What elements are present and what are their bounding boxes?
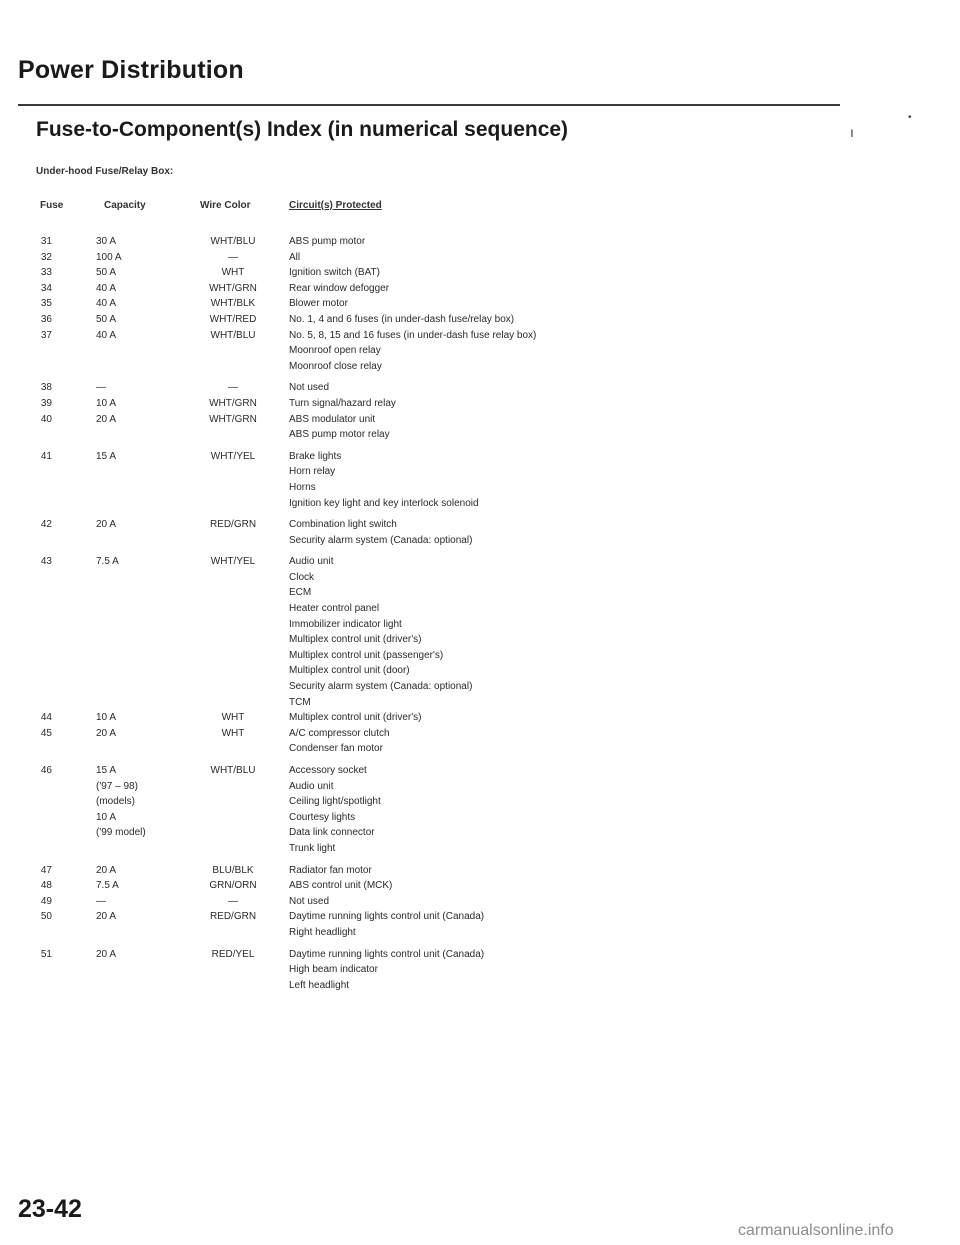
circuit-item: A/C compressor clutch bbox=[289, 727, 390, 739]
capacity-line: ('99 model) bbox=[96, 827, 146, 839]
wire-color: — bbox=[228, 382, 238, 394]
fuse-number: 36 bbox=[40, 313, 52, 325]
fuse-number: 43 bbox=[40, 556, 52, 568]
circuits-protected bbox=[289, 250, 960, 266]
fuse-capacity bbox=[96, 396, 166, 412]
circuits-protected bbox=[289, 517, 960, 548]
margin-mark: • bbox=[908, 112, 912, 123]
table-row bbox=[0, 281, 960, 297]
capacity-line: — bbox=[96, 382, 106, 394]
capacity-line: 10 A bbox=[96, 712, 117, 724]
fuse-capacity bbox=[96, 265, 166, 281]
wire-color: — bbox=[228, 251, 238, 263]
circuits-protected bbox=[289, 863, 960, 879]
circuits-protected bbox=[289, 710, 960, 726]
fuse-capacity bbox=[96, 328, 166, 344]
circuit-item: No. 5, 8, 15 and 16 fuses (in under-dash fuse relay box) bbox=[289, 329, 537, 341]
fuse-table bbox=[0, 234, 960, 993]
circuit-item: Blower motor bbox=[289, 298, 348, 310]
table-row bbox=[0, 265, 960, 281]
fuse-number: 37 bbox=[40, 329, 52, 341]
circuit-item: Combination light switch bbox=[289, 519, 397, 531]
capacity-line: — bbox=[96, 895, 106, 907]
fuse-capacity bbox=[96, 250, 166, 266]
circuits-protected bbox=[289, 281, 960, 297]
wire-color: RED/GRN bbox=[209, 519, 257, 531]
circuit-item: Multiplex control unit (driver's) bbox=[289, 712, 422, 724]
circuit-item: Accessory socket bbox=[289, 765, 367, 776]
capacity-line: 20 A bbox=[96, 911, 117, 923]
wire-color: RED/YEL bbox=[211, 948, 255, 960]
circuits-protected bbox=[289, 265, 960, 281]
circuits-protected bbox=[289, 380, 960, 396]
fuse-number: 32 bbox=[40, 251, 52, 263]
circuit-item: Left headlight bbox=[289, 979, 350, 991]
fuse-capacity bbox=[96, 380, 166, 396]
capacity-line: 30 A bbox=[96, 236, 117, 247]
table-row bbox=[0, 517, 960, 548]
table-row bbox=[0, 863, 960, 879]
capacity-line: 50 A bbox=[96, 267, 117, 279]
wire-color: WHT/GRN bbox=[209, 282, 257, 294]
fuse-capacity bbox=[96, 947, 166, 963]
fuse-capacity bbox=[96, 554, 166, 570]
fuse-capacity bbox=[96, 878, 166, 894]
circuits-protected bbox=[289, 763, 960, 857]
capacity-line: 15 A bbox=[96, 450, 117, 462]
circuit-item: Clock bbox=[289, 571, 315, 583]
header-fuse: Fuse bbox=[40, 200, 64, 211]
capacity-line: 20 A bbox=[96, 948, 117, 960]
circuit-item: ABS modulator unit bbox=[289, 413, 376, 425]
table-row bbox=[0, 726, 960, 757]
circuits-protected bbox=[289, 234, 960, 250]
capacity-line: (models) bbox=[96, 796, 135, 808]
circuit-item: Not used bbox=[289, 895, 330, 907]
circuit-item: Rear window defogger bbox=[289, 282, 390, 294]
wire-color: WHT/YEL bbox=[210, 450, 256, 462]
fuse-number: 31 bbox=[40, 236, 52, 247]
fuse-capacity bbox=[96, 763, 166, 841]
capacity-line: 40 A bbox=[96, 298, 117, 310]
fuse-capacity bbox=[96, 449, 166, 465]
fuse-capacity bbox=[96, 710, 166, 726]
capacity-line: 40 A bbox=[96, 282, 117, 294]
wire-color: WHT/BLU bbox=[210, 765, 256, 776]
section-title: Fuse-to-Component(s) Index (in numerical sequence) bbox=[36, 118, 569, 141]
wire-color: RED/GRN bbox=[209, 911, 257, 923]
circuit-item: Horns bbox=[289, 481, 316, 493]
circuit-item: Ignition key light and key interlock solenoid bbox=[289, 497, 479, 509]
circuit-item: All bbox=[289, 251, 301, 263]
wire-color: WHT/BLU bbox=[210, 329, 256, 341]
watermark: carmanualsonline.info bbox=[738, 1222, 894, 1239]
wire-color: WHT/BLU bbox=[210, 236, 256, 247]
fuse-capacity bbox=[96, 234, 166, 250]
fuse-number: 39 bbox=[40, 397, 52, 409]
circuits-protected bbox=[289, 878, 960, 894]
table-row bbox=[0, 909, 960, 940]
capacity-line: 100 A bbox=[96, 251, 122, 263]
fuse-number: 46 bbox=[40, 765, 52, 776]
circuit-item: Multiplex control unit (driver's) bbox=[289, 634, 422, 646]
circuit-item: ABS pump motor relay bbox=[289, 429, 390, 441]
circuit-item: Data link connector bbox=[289, 827, 375, 839]
capacity-line: 20 A bbox=[96, 413, 117, 425]
table-row bbox=[0, 554, 960, 710]
circuits-protected bbox=[289, 894, 960, 910]
wire-color: GRN/ORN bbox=[209, 880, 257, 892]
table-row bbox=[0, 234, 960, 250]
table-row bbox=[0, 296, 960, 312]
circuit-item: Immobilizer indicator light bbox=[289, 618, 402, 630]
capacity-line: 50 A bbox=[96, 313, 117, 325]
capacity-line: 10 A bbox=[96, 397, 117, 409]
fuse-capacity bbox=[96, 412, 166, 428]
circuits-protected bbox=[289, 412, 960, 443]
circuit-item: Ignition switch (BAT) bbox=[289, 267, 380, 279]
fuse-capacity bbox=[96, 894, 166, 910]
circuits-protected bbox=[289, 449, 960, 511]
fuse-number: 48 bbox=[40, 880, 52, 892]
circuit-item: Multiplex control unit (passenger's) bbox=[289, 649, 444, 661]
fuse-number: 44 bbox=[40, 712, 52, 724]
fuse-number: 47 bbox=[40, 864, 52, 876]
circuits-protected bbox=[289, 947, 960, 994]
circuit-item: Moonroof close relay bbox=[289, 360, 382, 372]
circuit-item: Condenser fan motor bbox=[289, 743, 383, 755]
circuits-protected bbox=[289, 396, 960, 412]
circuits-protected bbox=[289, 312, 960, 328]
wire-color: — bbox=[228, 895, 238, 907]
circuit-item: Radiator fan motor bbox=[289, 864, 372, 876]
capacity-line: 20 A bbox=[96, 727, 117, 739]
header-capacity: Capacity bbox=[104, 200, 146, 211]
capacity-line: 40 A bbox=[96, 329, 117, 341]
table-row bbox=[0, 380, 960, 396]
wire-color: WHT/GRN bbox=[209, 413, 257, 425]
wire-color: WHT/RED bbox=[209, 313, 257, 325]
wire-color: WHT bbox=[221, 267, 245, 279]
fuse-capacity bbox=[96, 517, 166, 533]
fuse-capacity bbox=[96, 726, 166, 742]
circuit-item: Turn signal/hazard relay bbox=[289, 397, 396, 409]
fuse-capacity bbox=[96, 909, 166, 925]
circuit-item: Daytime running lights control unit (Canada) bbox=[289, 911, 485, 923]
capacity-line: 20 A bbox=[96, 519, 117, 531]
capacity-line: 7.5 A bbox=[96, 556, 119, 568]
fuse-capacity bbox=[96, 863, 166, 879]
circuits-protected bbox=[289, 296, 960, 312]
circuits-protected bbox=[289, 909, 960, 940]
page-number: 23-42 bbox=[18, 1195, 82, 1223]
fuse-number: 40 bbox=[40, 413, 52, 425]
fuse-number: 50 bbox=[40, 911, 52, 923]
fuse-capacity bbox=[96, 312, 166, 328]
fuse-number: 45 bbox=[40, 727, 52, 739]
circuit-item: Moonroof open relay bbox=[289, 345, 381, 357]
circuits-protected bbox=[289, 726, 960, 757]
fuse-capacity bbox=[96, 296, 166, 312]
table-row bbox=[0, 250, 960, 266]
table-row bbox=[0, 710, 960, 726]
circuit-item: No. 1, 4 and 6 fuses (in under-dash fuse/relay box) bbox=[289, 313, 515, 325]
circuit-item: TCM bbox=[289, 696, 311, 708]
circuits-protected bbox=[289, 328, 960, 375]
circuit-item: Security alarm system (Canada: optional) bbox=[289, 534, 473, 546]
circuit-item: Security alarm system (Canada: optional) bbox=[289, 681, 473, 693]
wire-color: WHT/BLK bbox=[210, 298, 256, 310]
circuit-item: Heater control panel bbox=[289, 603, 380, 615]
table-row bbox=[0, 947, 960, 994]
box-label: Under-hood Fuse/Relay Box: bbox=[36, 166, 174, 177]
table-row bbox=[0, 763, 960, 857]
fuse-number: 33 bbox=[40, 267, 52, 279]
capacity-line: ('97 – 98) bbox=[96, 780, 138, 792]
circuit-item: Right headlight bbox=[289, 926, 356, 938]
circuit-item: Brake lights bbox=[289, 450, 342, 462]
header-circuits: Circuit(s) Protected bbox=[289, 200, 382, 211]
fuse-number: 42 bbox=[40, 519, 52, 531]
table-row bbox=[0, 312, 960, 328]
wire-color: WHT bbox=[221, 712, 245, 724]
circuit-item: ABS pump motor bbox=[289, 236, 366, 247]
capacity-line: 15 A bbox=[96, 765, 117, 776]
table-row bbox=[0, 894, 960, 910]
circuit-item: ABS control unit (MCK) bbox=[289, 880, 393, 892]
fuse-number: 41 bbox=[40, 450, 52, 462]
wire-color: BLU/BLK bbox=[212, 864, 254, 876]
margin-mark: ı bbox=[850, 124, 854, 140]
circuit-item: Not used bbox=[289, 382, 330, 394]
fuse-number: 34 bbox=[40, 282, 52, 294]
table-row bbox=[0, 396, 960, 412]
circuit-item: Audio unit bbox=[289, 780, 334, 792]
table-row bbox=[0, 328, 960, 375]
table-row bbox=[0, 878, 960, 894]
header-wire-color: Wire Color bbox=[200, 200, 251, 211]
fuse-capacity bbox=[96, 281, 166, 297]
capacity-line: 7.5 A bbox=[96, 880, 119, 892]
circuit-item: Multiplex control unit (door) bbox=[289, 665, 410, 677]
circuits-protected bbox=[289, 554, 960, 710]
circuit-item: ECM bbox=[289, 587, 312, 599]
table-row bbox=[0, 412, 960, 443]
circuit-item: Trunk light bbox=[289, 842, 336, 854]
table-row bbox=[0, 449, 960, 511]
capacity-line: 10 A bbox=[96, 811, 117, 823]
circuit-item: Courtesy lights bbox=[289, 811, 356, 823]
circuit-item: Daytime running lights control unit (Canada) bbox=[289, 948, 485, 960]
circuit-item: High beam indicator bbox=[289, 964, 378, 976]
wire-color: WHT/YEL bbox=[210, 556, 256, 568]
wire-color: WHT/GRN bbox=[209, 397, 257, 409]
circuit-item: Audio unit bbox=[289, 556, 334, 568]
title-divider bbox=[18, 104, 840, 106]
circuit-item: Ceiling light/spotlight bbox=[289, 796, 381, 808]
fuse-number: 51 bbox=[40, 948, 52, 960]
wire-color: WHT bbox=[221, 727, 245, 739]
page-title: Power Distribution bbox=[18, 56, 244, 84]
fuse-number: 38 bbox=[40, 382, 52, 394]
fuse-number: 35 bbox=[40, 298, 52, 310]
circuit-item: Horn relay bbox=[289, 466, 336, 478]
capacity-line: 20 A bbox=[96, 864, 117, 876]
fuse-number: 49 bbox=[40, 895, 52, 907]
